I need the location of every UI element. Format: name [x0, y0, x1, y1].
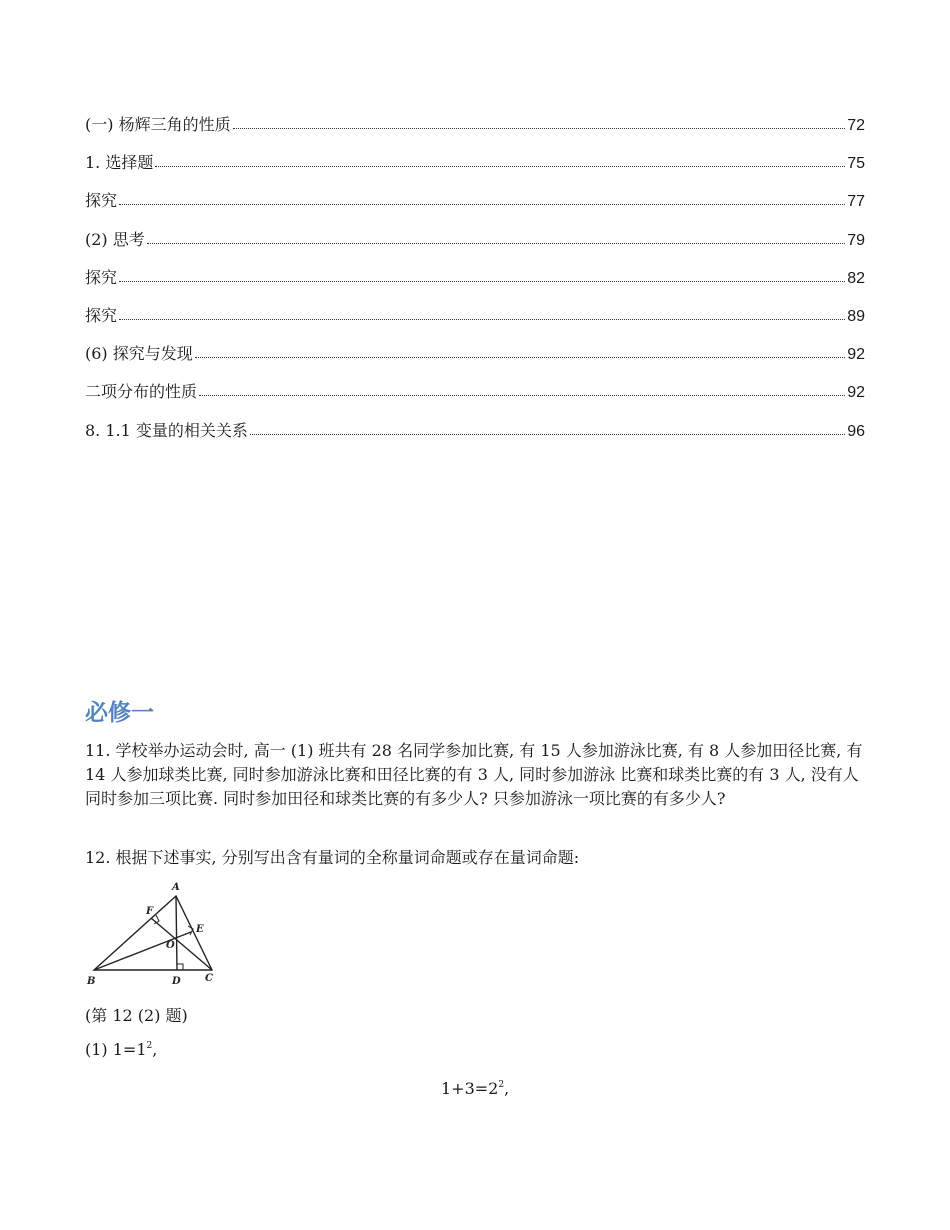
toc-entry-label: 探究 [85, 305, 118, 325]
right-angle-f [154, 915, 159, 924]
section-heading: 必修一 [85, 699, 154, 725]
toc-entry[interactable] [85, 112, 865, 150]
toc-entry-page: 92 [847, 346, 865, 364]
equation-1-base: (1) 1=1 [85, 1040, 147, 1059]
toc-leader-dots [155, 166, 845, 167]
equation-2-suffix: , [504, 1079, 510, 1098]
toc-entry-page: 92 [847, 384, 865, 402]
toc-entry-page: 79 [847, 231, 865, 249]
toc-entry-page: 72 [847, 117, 865, 134]
toc-entry[interactable] [85, 150, 865, 188]
table-of-contents [85, 112, 865, 456]
equation-1-exponent: 2 [146, 1041, 153, 1051]
point-label-f: F [146, 906, 154, 917]
altitude-ad [176, 896, 177, 970]
toc-leader-dots [195, 357, 845, 358]
toc-entry[interactable] [85, 188, 865, 226]
toc-entry-label: (6) 探究与发现 [85, 344, 193, 364]
toc-entry-page: 96 [847, 422, 865, 440]
toc-entry[interactable] [85, 265, 865, 303]
equation-2-exponent: 2 [498, 1080, 505, 1090]
equation-2 [441, 1079, 509, 1098]
toc-entry-page: 77 [847, 193, 865, 211]
toc-entry-page: 82 [847, 269, 865, 287]
point-label-d: D [172, 976, 181, 987]
toc-entry-page: 89 [847, 307, 865, 325]
toc-leader-dots [119, 204, 845, 205]
point-label-o: O [166, 940, 175, 951]
vertex-label-c: C [205, 973, 213, 984]
point-label-e: E [196, 924, 204, 935]
equation-1-suffix: , [152, 1040, 158, 1059]
vertex-label-b: B [87, 976, 96, 987]
toc-entry-page: 75 [847, 155, 865, 173]
toc-entry-label: 探究 [85, 191, 118, 211]
toc-entry-label: 8. 1.1 变量的相关关系 [85, 420, 248, 440]
triangle-figure [84, 878, 224, 990]
toc-entry[interactable] [85, 379, 865, 417]
toc-leader-dots [119, 281, 845, 282]
toc-entry[interactable] [85, 303, 865, 341]
toc-entry[interactable] [85, 227, 865, 265]
vertex-label-a: A [172, 882, 180, 893]
right-angle-e [188, 926, 193, 935]
toc-leader-dots [233, 128, 846, 129]
toc-entry-label: (一) 杨辉三角的性质 [85, 115, 231, 134]
right-angle-d [177, 964, 183, 970]
toc-entry[interactable] [85, 341, 865, 379]
question-11-text: 11. 学校举办运动会时, 高一 (1) 班共有 28 名同学参加比赛, 有 15 人参加游泳比赛, 有 8 人参加田径比赛, 有 14 人参加球类比赛, 同时参加游泳比赛和田径比赛的有 3 人, 同时参加游泳 比赛和球类比赛的有 3 人, 没有人同时参加三项比赛. 同时参加田径和球类比赛的有多少人? 只参加游泳一项比赛的有多少人? [85, 741, 863, 808]
figure-caption: (第 12 (2) 题) [85, 1006, 188, 1025]
equation-1 [85, 1040, 157, 1059]
toc-leader-dots [119, 319, 845, 320]
toc-leader-dots [147, 243, 845, 244]
toc-entry[interactable] [85, 418, 865, 456]
toc-leader-dots [199, 395, 845, 396]
equation-2-base: 1+3=2 [441, 1079, 499, 1098]
toc-entry-label: 探究 [85, 267, 118, 287]
toc-entry-label: 1. 选择题 [85, 153, 154, 173]
toc-entry-label: (2) 思考 [85, 229, 145, 249]
toc-leader-dots [250, 434, 845, 435]
toc-entry-label: 二项分布的性质 [85, 382, 198, 402]
question-12-text: 12. 根据下述事实, 分别写出含有量词的全称量词命题或存在量词命题: [85, 848, 580, 867]
